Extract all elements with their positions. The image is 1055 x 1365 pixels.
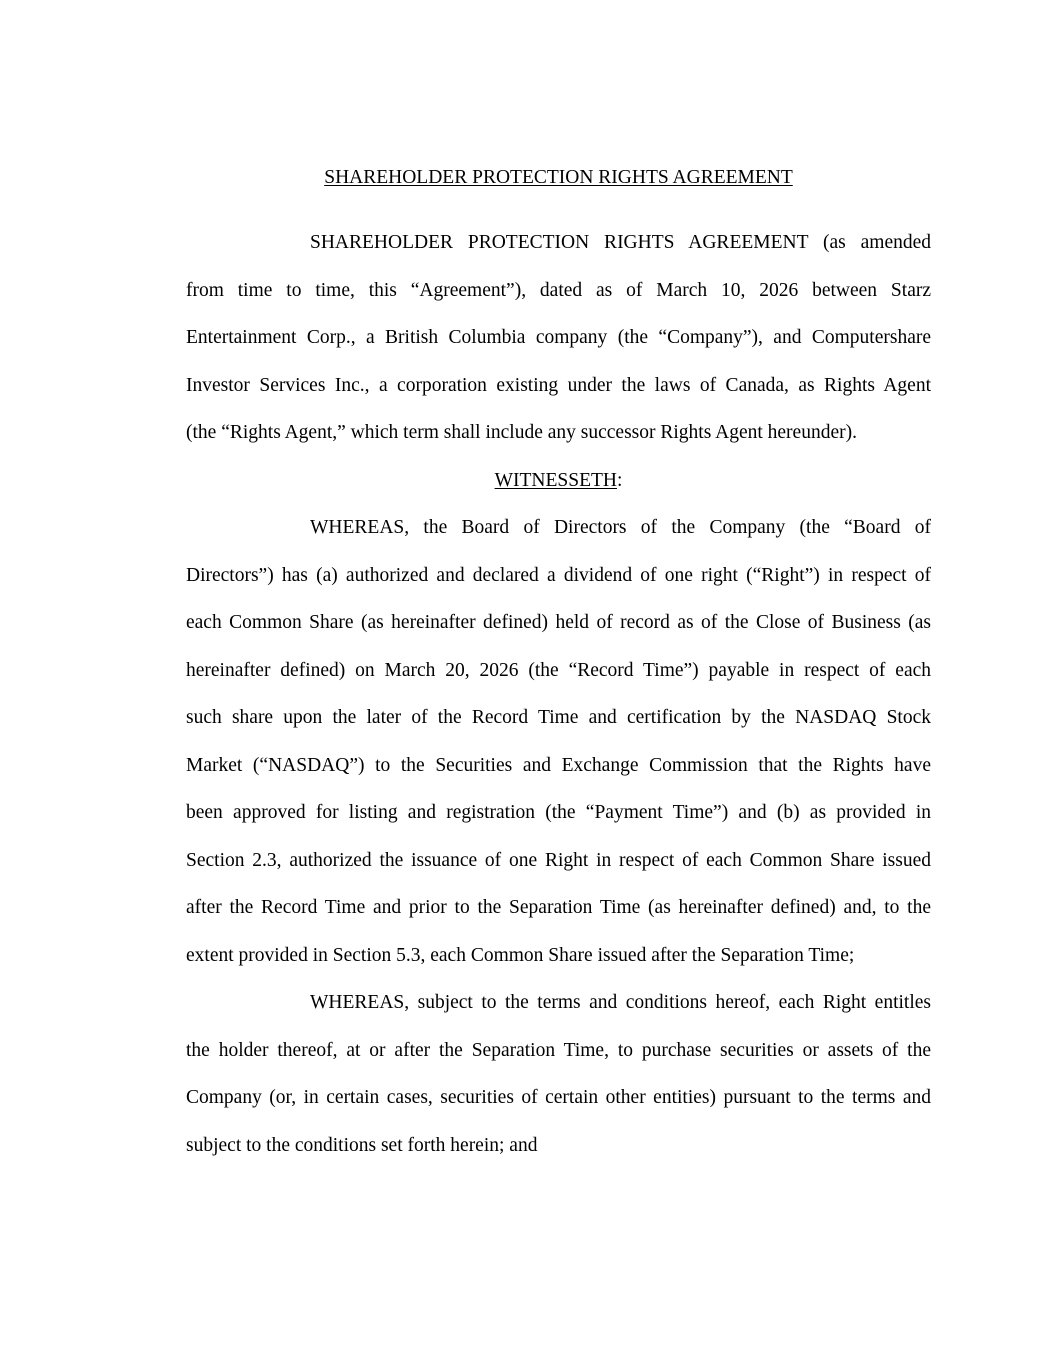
text-line: subject to the conditions set forth herein; and bbox=[186, 1134, 538, 1156]
text-line: Directors”) has (a) authorized and declared a dividend of one right (“Right”) in respect of bbox=[186, 564, 931, 586]
text-line: extent provided in Section 5.3, each Common Share issued after the Separation Time; bbox=[186, 944, 855, 966]
text-line: Market (“NASDAQ”) to the Securities and Exchange Commission that the Rights have bbox=[186, 754, 931, 776]
text-line: Company (or, in certain cases, securities of certain other entities) pursuant to the terms and bbox=[186, 1087, 931, 1108]
text-line: from time to time, this “Agreement”), dated as of March 10, 2026 between Starz bbox=[186, 279, 931, 301]
text-line: SHAREHOLDER PROTECTION RIGHTS AGREEMENT (as amended bbox=[310, 232, 931, 253]
text-line: each Common Share (as hereinafter defined) held of record as of the Close of Business (as bbox=[186, 612, 931, 633]
text-line: (the “Rights Agent,” which term shall include any successor Rights Agent hereunder). bbox=[186, 422, 857, 443]
text-line: the holder thereof, at or after the Separation Time, to purchase securities or assets of the bbox=[186, 1039, 931, 1061]
title-text: SHAREHOLDER PROTECTION RIGHTS AGREEMENT bbox=[324, 167, 793, 188]
text-line: hereinafter defined) on March 20, 2026 (the “Record Time”) payable in respect of each bbox=[186, 659, 931, 681]
witnesseth-colon: : bbox=[616, 469, 623, 491]
document-title bbox=[186, 154, 931, 202]
text-line: such share upon the later of the Record Time and certification by the NASDAQ Stock bbox=[186, 707, 931, 728]
text-line: after the Record Time and prior to the Separation Time (as hereinafter defined) and, to the bbox=[186, 897, 931, 918]
text-line: Entertainment Corp., a British Columbia company (the “Company”), and Computershare bbox=[186, 327, 931, 348]
text-line: been approved for listing and registration (the “Payment Time”) and (b) as provided in bbox=[186, 802, 931, 823]
paragraph-preamble bbox=[186, 219, 931, 457]
text-line: Section 2.3, authorized the issuance of one Right in respect of each Common Share issued bbox=[186, 849, 931, 871]
paragraph-whereas-1 bbox=[186, 504, 931, 979]
witnesseth-heading bbox=[186, 457, 931, 505]
document-page bbox=[186, 154, 931, 1169]
text-line: WHEREAS, subject to the terms and conditions hereof, each Right entitles bbox=[310, 992, 931, 1013]
witnesseth-word: WITNESSETH bbox=[494, 469, 617, 491]
text-line: WHEREAS, the Board of Directors of the Company (the “Board of bbox=[310, 517, 931, 538]
paragraph-whereas-2 bbox=[186, 979, 931, 1169]
text-line: Investor Services Inc., a corporation existing under the laws of Canada, as Rights Agent bbox=[186, 374, 931, 396]
